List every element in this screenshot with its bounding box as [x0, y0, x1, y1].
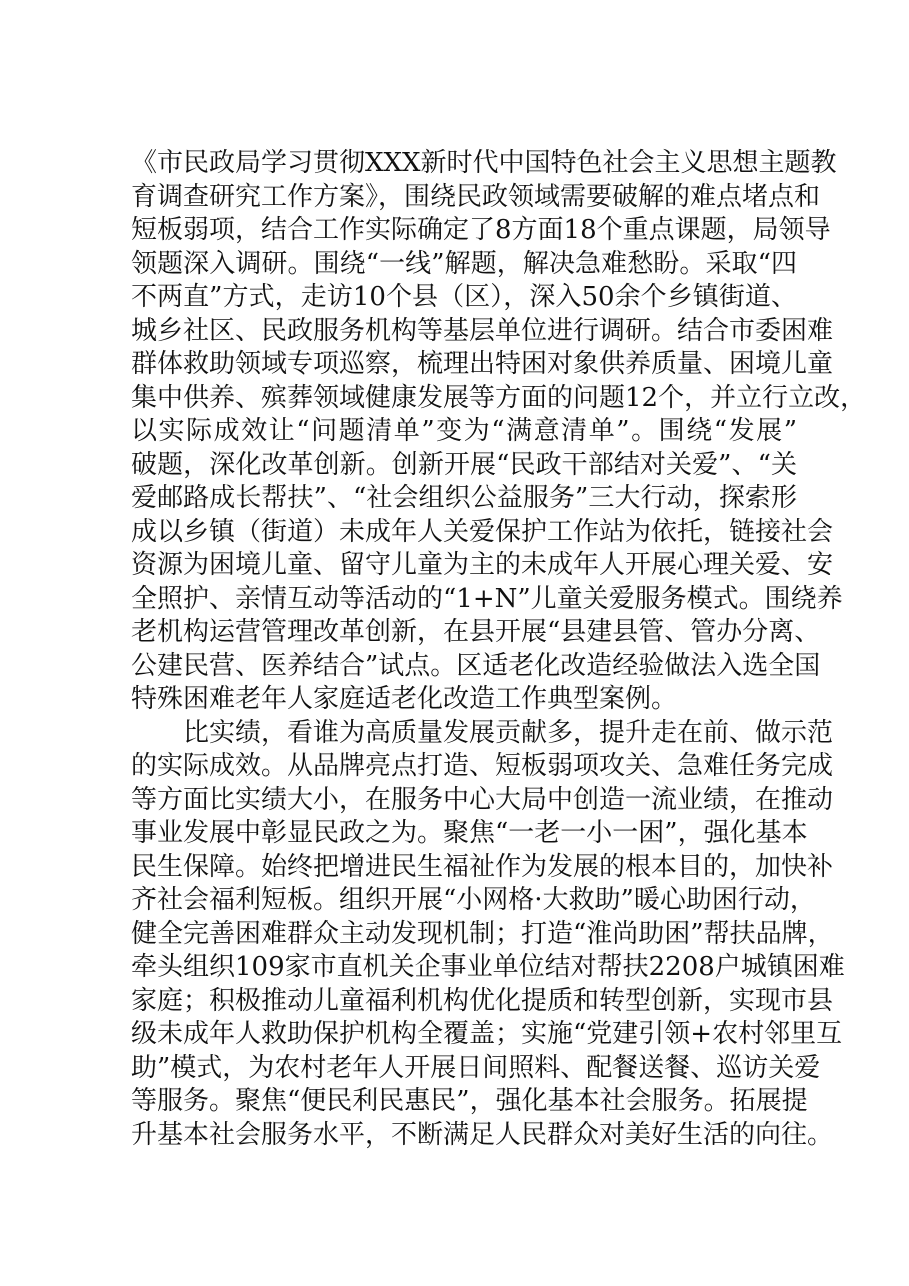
text-line: 家庭；积极推动儿童福利机构优化提质和转型创新，实现市县 [131, 985, 834, 1016]
text-line: 成以乡镇（街道）未成年人关爱保护工作站为依托，链接社会 [131, 516, 834, 547]
text-line: 民生保障。始终把增进民生福祉作为发展的根本目的，加快补 [131, 851, 834, 882]
text-line: 领题深入调研。围绕“一线”解题，解决急难愁盼。采取“四 [131, 248, 797, 279]
text-line: 牵头组织109家市直机关企事业单位结对帮扶2208户城镇困难 [131, 952, 845, 982]
text-line: 的实际成效。从品牌亮点打造、短板弱项攻关、急难任务完成 [131, 751, 834, 781]
text-line: 健全完善困难群众主动发现机制；打造“淮尚助困”帮扶品牌， [131, 918, 834, 949]
text-line: 等方面比实绩大小，在服务中心大局中创造一流业绩，在推动 [131, 784, 834, 815]
text-line: 升基本社会服务水平，不断满足人民群众对美好生活的向往。 [131, 1119, 834, 1150]
text-line: 破题，深化改革创新。创新开展“民政干部结对关爱”、“关 [131, 449, 797, 480]
paragraph-1 [131, 147, 867, 717]
text-line: 公建民营、医养结合”试点。区适老化改造经验做法入选全国 [131, 650, 821, 681]
text-line: 老机构运营管理改革创新，在县开展“县建县管、管办分离、 [131, 617, 821, 647]
text-line: 助”模式，为农村老年人开展日间照料、配餐送餐、巡访关爱 [131, 1052, 821, 1083]
text-line: 特殊困难老年人家庭适老化改造工作典型案例。 [131, 684, 678, 714]
text-line: 级未成年人救助保护机构全覆盖；实施“党建引领+农村邻里互 [131, 1019, 843, 1049]
text-line: 爱邮路成长帮扶”、“社会组织公益服务”三大行动，探索形 [131, 483, 797, 513]
text-line: 育调查研究工作方案》，围绕民政领域需要破解的难点堵点和 [131, 181, 821, 212]
text-line: 短板弱项，结合工作实际确定了8方面18个重点课题，局领导 [131, 215, 831, 245]
text-line: 以实际成效让“问题清单”变为“满意清单”。围绕“发展” [131, 416, 797, 446]
text-line: 资源为困境儿童、留守儿童为主的未成年人开展心理关爱、安 [131, 550, 834, 580]
text-line: 事业发展中彰显民政之为。聚焦“一老一小一困”，强化基本 [131, 818, 808, 848]
text-line: 城乡社区、民政服务机构等基层单位进行调研。结合市委困难 [131, 315, 834, 346]
text-line: 齐社会福利短板。组织开展“小网格·大救助”暖心助困行动， [131, 885, 816, 915]
paragraph-2 [131, 717, 845, 1153]
text-line: 《市民政局学习贯彻XXX新时代中国特色社会主义思想主题教 [131, 148, 837, 178]
document-page [131, 147, 867, 1152]
text-line: 集中供养、殡葬领域健康发展等方面的问题12个，并立行立改， [131, 382, 867, 413]
text-line: 等服务。聚焦“便民利民惠民”，强化基本社会服务。拓展提 [131, 1086, 808, 1116]
text-line: 群体救助领域专项巡察，梳理出特困对象供养质量、困境儿童 [131, 349, 834, 379]
text-line: 全照护、亲情互动等活动的“1+N”儿童关爱服务模式。围绕养 [131, 583, 843, 614]
text-line: 比实绩，看谁为高质量发展贡献多，提升走在前、做示范 [183, 717, 834, 748]
text-line: 不两直”方式，走访10个县（区），深入50余个乡镇街道、 [131, 282, 797, 312]
